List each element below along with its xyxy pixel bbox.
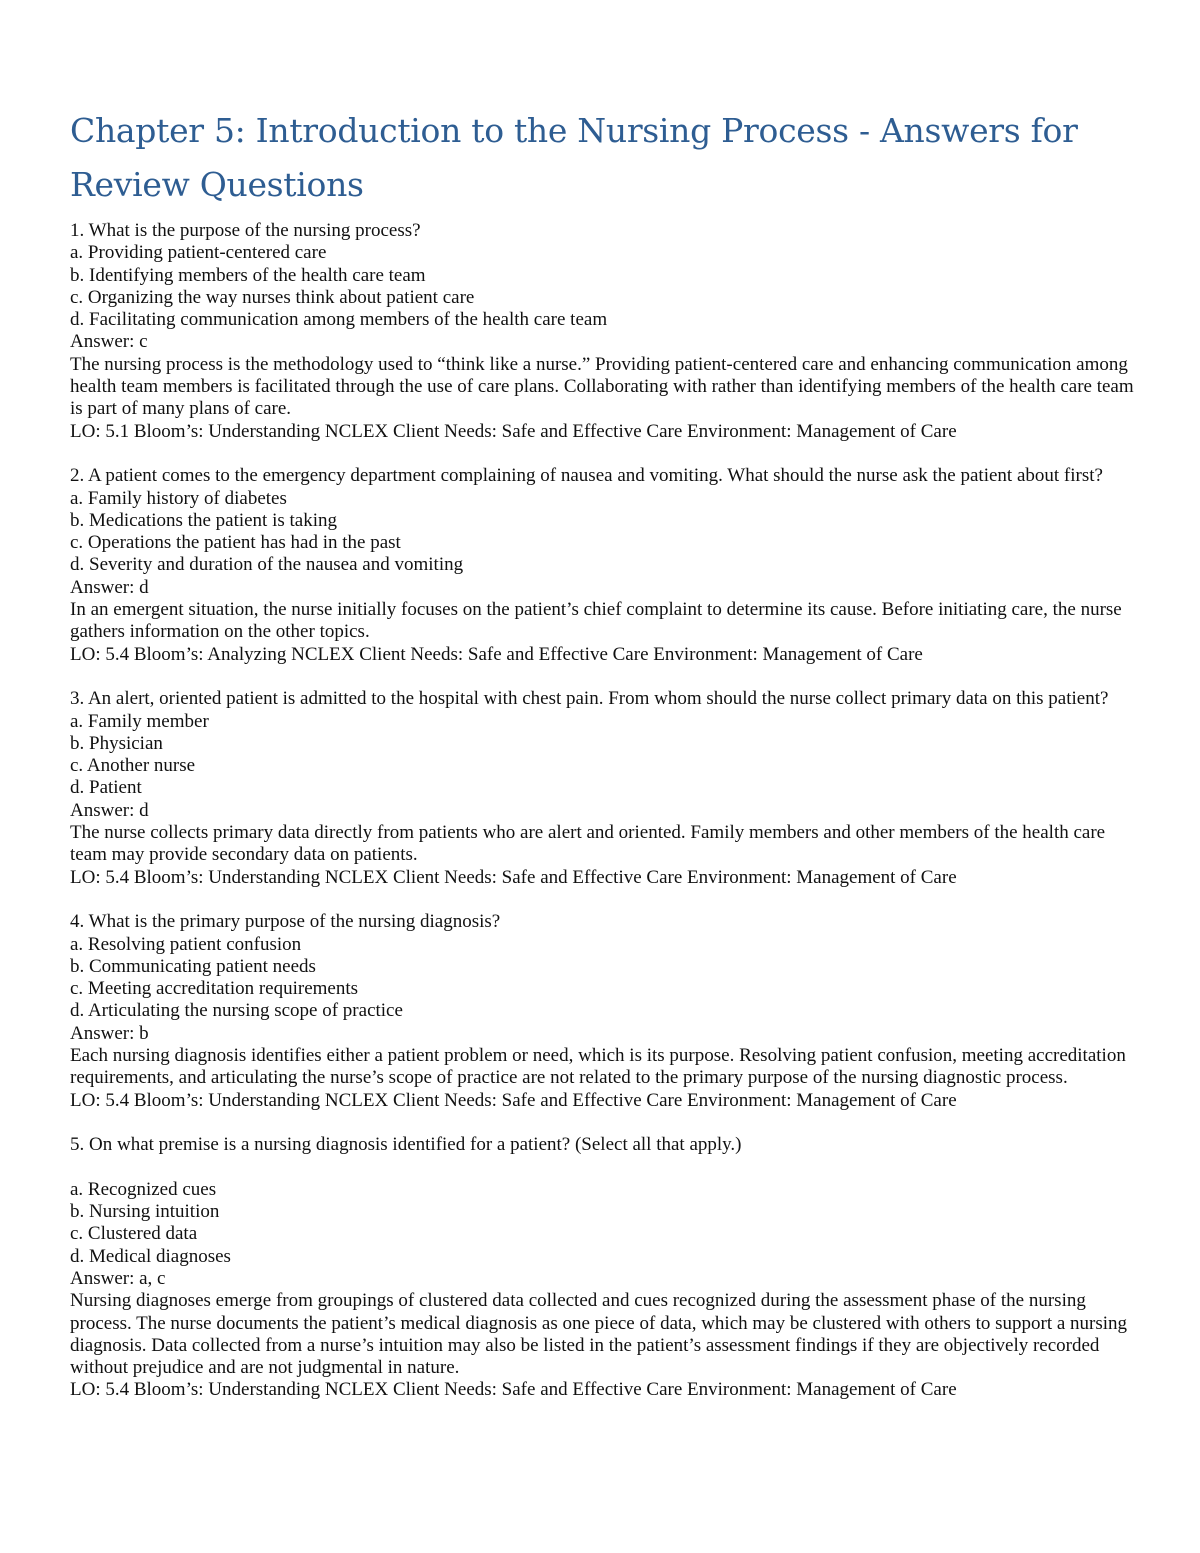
rationale: Nursing diagnoses emerge from groupings of clustered data collected and cues recognized during the assessment phase of the nursing process. The nurse documents the patient’s medical diagnosis as one piece of data, which may be clustered with others to support a nursing diagnosis. Data collected from a nurse’s intuition may also be listed in the patient’s assessment findings if they are objectively recorded without prejudice and are not judgmental in nature. — [70, 1290, 1128, 1379]
answer-option: c. Operations the patient has had in the past — [70, 532, 401, 554]
correct-answer: Answer: d — [70, 576, 149, 598]
answer-option: d. Articulating the nursing scope of practice — [70, 1000, 403, 1022]
rationale: The nurse collects primary data directly from patients who are alert and oriented. Family members and other members of the health care team may provide secondary data on patients. — [70, 822, 1106, 866]
learning-objective: LO: 5.4 Bloom’s: Understanding NCLEX Client Needs: Safe and Effective Care Environment: Management of Care — [70, 866, 957, 888]
learning-objective: LO: 5.1 Bloom’s: Understanding NCLEX Client Needs: Safe and Effective Care Environment: Management of Care — [70, 420, 957, 442]
correct-answer: Answer: a, c — [70, 1267, 166, 1289]
answer-option: d. Patient — [70, 777, 142, 799]
rationale: In an emergent situation, the nurse initially focuses on the patient’s chief complaint to determine its cause. Before initiating care, the nurse gathers information on the other topics. — [70, 599, 1122, 643]
learning-objective: LO: 5.4 Bloom’s: Analyzing NCLEX Client Needs: Safe and Effective Care Environment: Management of Care — [70, 643, 923, 665]
answer-option: a. Recognized cues — [70, 1178, 217, 1200]
page-title: Chapter 5: Introduction to the Nursing Process - Answers for Review Questions — [70, 111, 1078, 204]
answer-option: b. Medications the patient is taking — [70, 509, 338, 531]
answer-option: c. Clustered data — [70, 1223, 198, 1245]
answer-option: d. Facilitating communication among members of the health care team — [70, 309, 608, 331]
question-5 — [70, 1134, 1140, 1402]
answer-option: b. Physician — [70, 732, 163, 754]
answer-option: c. Meeting accreditation requirements — [70, 978, 359, 1000]
review-questions — [70, 220, 1140, 1424]
correct-answer: Answer: b — [70, 1022, 149, 1044]
correct-answer: Answer: d — [70, 799, 149, 821]
answer-option: a. Family history of diabetes — [70, 487, 287, 509]
correct-answer: Answer: c — [70, 331, 148, 353]
blank-line — [70, 1156, 1140, 1178]
answer-option: c. Another nurse — [70, 755, 196, 777]
question-stem: 5. On what premise is a nursing diagnosis identified for a patient? (Select all that apply.) — [70, 1134, 742, 1156]
answer-option: b. Nursing intuition — [70, 1201, 220, 1223]
question-1 — [70, 220, 1140, 443]
answer-option: b. Communicating patient needs — [70, 955, 316, 977]
question-stem: 2. A patient comes to the emergency department complaining of nausea and vomiting. What should the nurse ask the patient about first? — [70, 465, 1103, 487]
question-2 — [70, 465, 1140, 666]
answer-option: d. Severity and duration of the nausea and vomiting — [70, 554, 464, 576]
question-4 — [70, 911, 1140, 1112]
rationale: The nursing process is the methodology used to “think like a nurse.” Providing patient-centered care and enhancing communication among health team members is facilitated through the use of care plans. Collaborating with rather than identifying members of the health care team is part of many plans of care. — [70, 353, 1134, 420]
question-stem: 3. An alert, oriented patient is admitted to the hospital with chest pain. From whom should the nurse collect primary data on this patient? — [70, 688, 1109, 710]
answer-option: c. Organizing the way nurses think about patient care — [70, 286, 475, 308]
answer-option: d. Medical diagnoses — [70, 1245, 231, 1267]
learning-objective: LO: 5.4 Bloom’s: Understanding NCLEX Client Needs: Safe and Effective Care Environment: Management of Care — [70, 1089, 957, 1111]
question-3 — [70, 688, 1140, 889]
question-stem: 4. What is the primary purpose of the nursing diagnosis? — [70, 911, 501, 933]
rationale: Each nursing diagnosis identifies either a patient problem or need, which is its purpose. Resolving patient confusion, meeting accreditation requirements, and articulating the nurse’s scope of practice are not related to the primary purpose of the nursing diagnostic process. — [70, 1044, 1126, 1089]
answer-option: a. Providing patient-centered care — [70, 242, 327, 264]
learning-objective: LO: 5.4 Bloom’s: Understanding NCLEX Client Needs: Safe and Effective Care Environment: Management of Care — [70, 1379, 957, 1401]
answer-option: a. Resolving patient confusion — [70, 933, 302, 955]
answer-option: a. Family member — [70, 710, 209, 732]
answer-option: b. Identifying members of the health care team — [70, 264, 426, 286]
question-stem: 1. What is the purpose of the nursing process? — [70, 220, 421, 241]
